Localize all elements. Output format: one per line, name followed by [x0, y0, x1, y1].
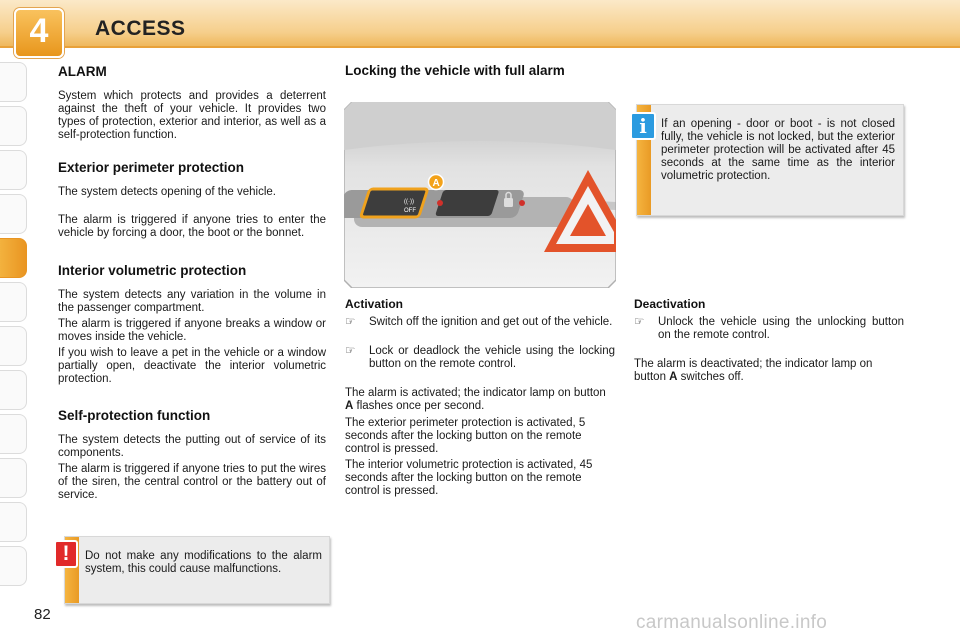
- deactivation-text-1: [634, 358, 904, 384]
- alarm-button-photo: [344, 102, 616, 288]
- locking-full-alarm-heading: Locking the vehicle with full alarm: [345, 63, 565, 78]
- info-note-text: If an opening - door or boot - is not closed fully, the vehicle is not locked, but the exterior perimeter protection will be activated after 45 seconds at the same time as the interior volumetric protection.: [661, 118, 895, 182]
- side-tab[interactable]: [0, 62, 27, 102]
- alarm-intro: System which protects and provides a deterrent against the theft of your vehicle. It provides two types of protection, exterior and interior, as well as a self-protection function.: [58, 90, 326, 141]
- chapter-title: ACCESS: [95, 17, 186, 40]
- exterior-protection-text-2: The alarm is triggered if anyone tries to enter the vehicle by forcing a door, the boot or the bonnet.: [58, 214, 326, 239]
- info-icon: i: [630, 112, 656, 140]
- side-tab-active[interactable]: [0, 238, 27, 278]
- photo-off-label: OFF: [404, 208, 416, 214]
- interior-protection-text-3: If you wish to leave a pet in the vehicle or a window partially open, deactivate the interior volumetric protection.: [58, 347, 326, 385]
- button-a-label: A: [669, 371, 678, 383]
- interior-protection-text-2: The alarm is triggered if anyone breaks a window or moves inside the vehicle.: [58, 318, 326, 343]
- button-a-label: A: [345, 400, 354, 412]
- page-number: 82: [34, 606, 51, 623]
- activation-step-1: [345, 316, 615, 344]
- activation-step-2-text: Lock or deadlock the vehicle using the locking button on the remote control.: [369, 345, 615, 370]
- side-tab[interactable]: [0, 194, 27, 234]
- chapter-number: 4: [29, 12, 49, 50]
- interior-protection-heading: Interior volumetric protection: [58, 263, 247, 278]
- activation-step-1-text: Switch off the ignition and get out of the vehicle.: [369, 316, 613, 328]
- self-protection-text-2: The alarm is triggered if anyone tries to put the wires of the siren, the central control or the battery out of service.: [58, 463, 326, 501]
- side-tab[interactable]: [0, 546, 27, 586]
- deactivation-step-1: [634, 316, 904, 356]
- activation-text-2: The exterior perimeter protection is activated, 5 seconds after the locking button on the remote control is pressed.: [345, 417, 586, 455]
- side-tab[interactable]: [0, 326, 27, 366]
- deactivation-text-1-end: switches off.: [677, 371, 744, 383]
- bullet-hand-icon: ☞: [634, 316, 645, 328]
- warning-icon: !: [54, 540, 78, 568]
- warning-note-text: Do not make any modifications to the alarm system, this could cause malfunctions.: [85, 550, 322, 575]
- exterior-protection-heading: Exterior perimeter protection: [58, 160, 245, 175]
- side-tab[interactable]: [0, 370, 27, 410]
- photo-label-a: A: [432, 178, 440, 189]
- side-tab[interactable]: [0, 458, 27, 498]
- activation-step-2: [345, 345, 615, 385]
- deactivation-heading: Deactivation: [634, 297, 706, 311]
- interior-protection-text-1: The system detects any variation in the volume in the passenger compartment.: [58, 289, 326, 314]
- activation-text-1: [345, 387, 617, 413]
- alarm-title: ALARM: [58, 64, 107, 79]
- self-protection-heading: Self-protection function: [58, 408, 211, 423]
- deactivation-step-1-text: Unlock the vehicle using the unlocking button on the remote control.: [658, 316, 904, 341]
- deactivation-text-1-start: The alarm is deactivated; the indicator lamp on button: [634, 358, 873, 383]
- watermark: carmanualsonline.info: [636, 612, 828, 633]
- side-tab[interactable]: [0, 502, 27, 542]
- side-tabs: [0, 62, 30, 590]
- self-protection-text-1: The system detects the putting out of service of its components.: [58, 434, 326, 459]
- activation-text-1-end: flashes once per second.: [353, 400, 485, 412]
- side-tab[interactable]: [0, 282, 27, 322]
- activation-text-3: The interior volumetric protection is activated, 45 seconds after the locking button on the remote control is pressed.: [345, 459, 593, 497]
- side-tab[interactable]: [0, 414, 27, 454]
- bullet-hand-icon: ☞: [345, 345, 356, 357]
- warning-note: [64, 536, 330, 604]
- side-tab[interactable]: [0, 106, 27, 146]
- exterior-protection-text-1: The system detects opening of the vehicle.: [58, 186, 276, 198]
- activation-text-1-start: The alarm is activated; the indicator lamp on button: [345, 387, 606, 399]
- svg-text:((·)): ((·)): [404, 199, 414, 205]
- side-tab[interactable]: [0, 150, 27, 190]
- bullet-hand-icon: ☞: [345, 316, 356, 328]
- activation-heading: Activation: [345, 297, 404, 311]
- chapter-number-badge: [14, 8, 64, 58]
- info-note: [636, 104, 904, 216]
